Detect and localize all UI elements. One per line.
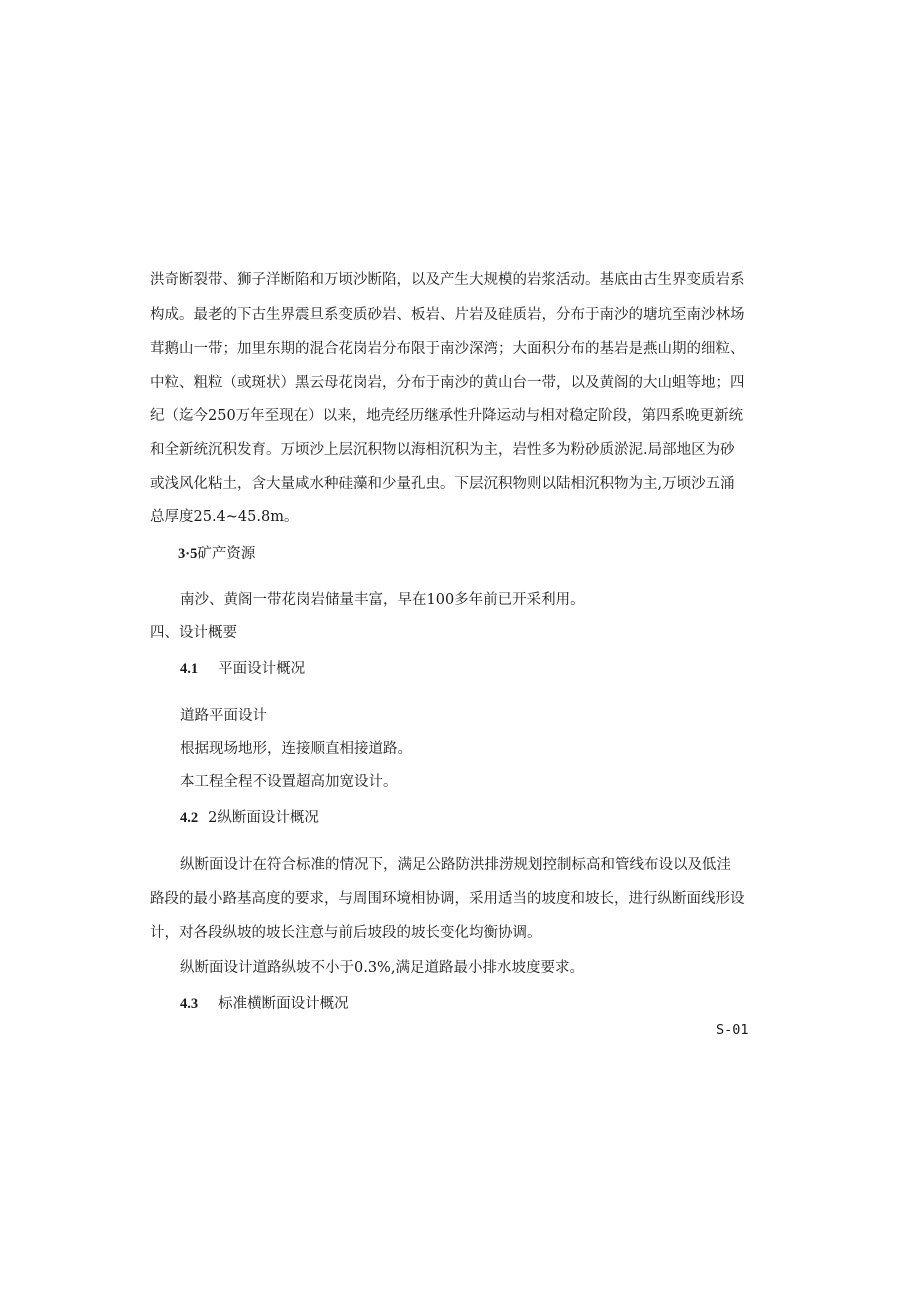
geology-line-5: 纪（迄今250万年至现在）以来，地壳经历继承性升降运动与相对稳定阶段，第四系晚更新统 (150, 408, 744, 424)
section-4-2-para1-line-3: 计，对各段纵坡的坡长注意与前后坡段的坡长变化均衡协调。 (150, 925, 542, 941)
page-code: S-01 (716, 1022, 749, 1038)
section-4-3-heading (180, 994, 349, 1014)
section-3-5-heading (178, 544, 255, 564)
geology-line-2: 构成。最老的下古生界震旦系变质砂岩、板岩、片岩及硅质岩，分布于南沙的塘坑至南沙林场 (150, 307, 745, 323)
section-4-3-number: 4.3 (180, 996, 199, 1012)
section-4-1-line-2: 根据现场地形，连接顺直相接道路。 (180, 741, 412, 757)
section-4-2-para1-line-2: 路段的最小路基高度的要求，与周围环境相协调，采用适当的坡度和坡长，进行纵断面线形设 (150, 891, 745, 907)
chapter-4-title: 四、设计概要 (150, 625, 237, 641)
section-4-1-line-3: 本工程全程不设置超高加宽设计。 (180, 774, 398, 790)
section-3-5-number: 3·5 (178, 546, 198, 562)
section-4-1-heading (180, 659, 305, 679)
geology-line-1: 洪奇断裂带、狮子洋断陷和万顷沙断陷，以及产生大规模的岩浆活动。基底由古生界变质岩系 (150, 272, 745, 288)
section-4-2-para1-line-1: 纵断面设计在符合标准的情况下，满足公路防洪排涝规划控制标高和管线布设以及低洼 (180, 857, 731, 873)
geology-line-6: 和全新统沉积发育。万顷沙上层沉积物以海相沉积为主，岩性多为粉砂质淤泥.局部地区为砂 (150, 442, 735, 458)
section-3-5-title: 矿产资源 (197, 546, 256, 562)
section-4-2-para2: 纵断面设计道路纵坡不小于0.3%,满足道路最小排水坡度要求。 (180, 960, 584, 976)
section-4-2-heading (180, 808, 319, 828)
section-4-1-title: 平面设计概况 (218, 661, 306, 677)
section-4-1-number: 4.1 (180, 661, 199, 677)
section-4-1-line-1: 道路平面设计 (180, 708, 267, 724)
section-3-5-body: 南沙、黄阁一带花岗岩储量丰富，早在100多年前已开采利用。 (180, 592, 585, 608)
section-4-2-number: 4.2 (180, 810, 199, 826)
section-4-2-title: 2纵断面设计概况 (208, 810, 319, 826)
geology-line-4: 中粒、粗粒（或斑状）黑云母花岗岩，分布于南沙的黄山台一带，以及黄阁的大山蛆等地；四 (150, 375, 745, 391)
geology-line-8: 总厚度25.4~45.8m。 (150, 509, 299, 525)
geology-line-3: 茸鹅山一带；加里东期的混合花岗岩分布限于南沙深湾；大面积分布的基岩是燕山期的细粒、 (150, 341, 745, 357)
geology-line-7: 或浅风化粘土，含大量咸水种硅藻和少量孔虫。下层沉积物则以陆相沉积物为主,万顷沙五涌 (150, 476, 735, 492)
section-4-3-title: 标准横断面设计概况 (218, 996, 349, 1012)
